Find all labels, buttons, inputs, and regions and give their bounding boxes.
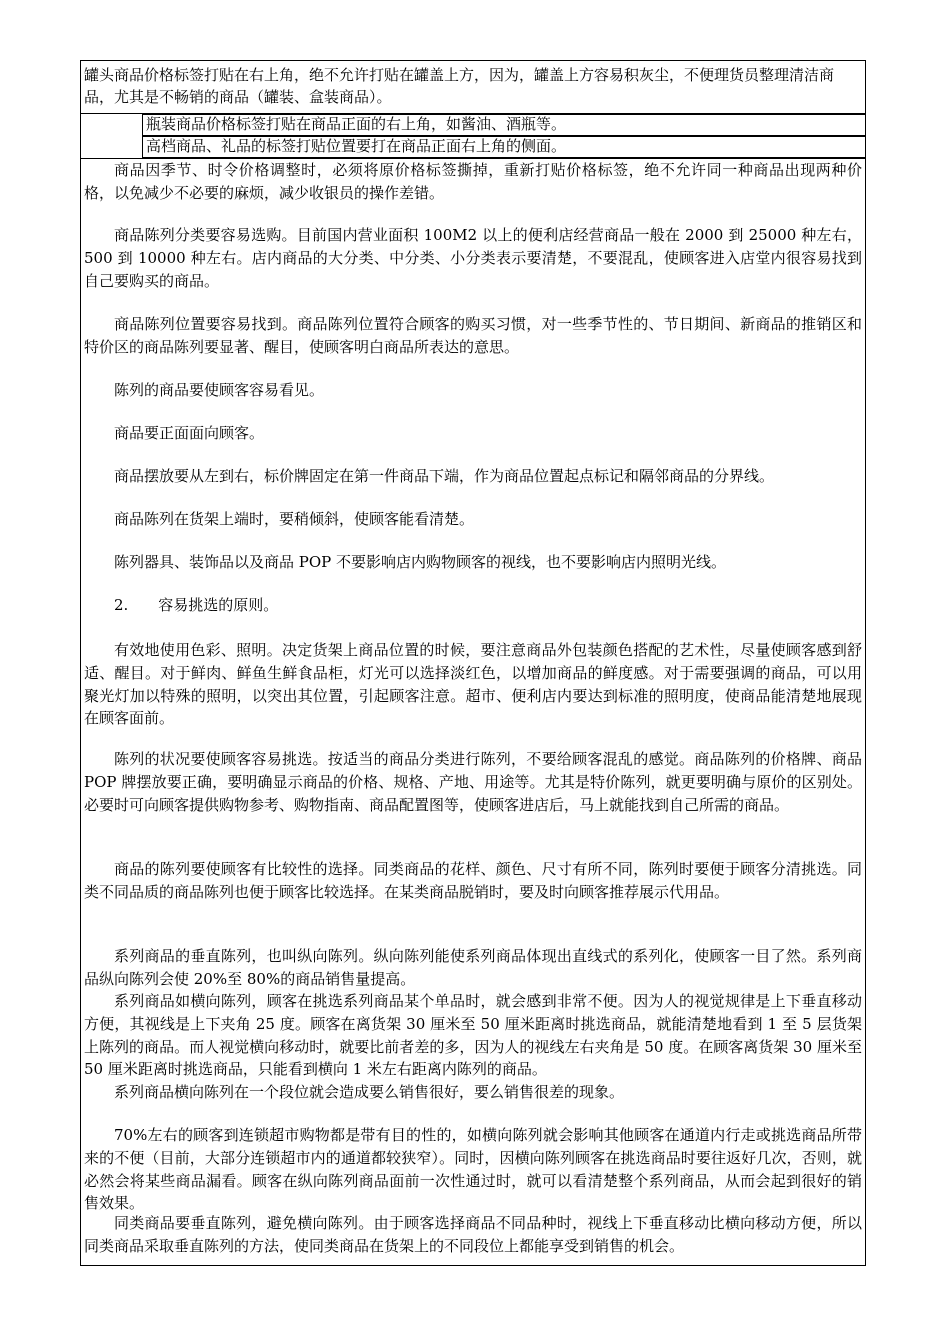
paragraph-tilt-top: 商品陈列在货架上端时，要稍倾斜，使顾客能看清楚。: [114, 510, 475, 528]
paragraph-pop-view: 陈列器具、装饰品以及商品 POP 不要影响店内购物顾客的视线，也不要影响店内照明光线。: [114, 553, 727, 571]
table-row-can-label: [80, 60, 866, 114]
table-row-bottle-label: [142, 114, 866, 136]
paragraph-price-change: 商品因季节、时令价格调整时，必须将原价格标签撕掉，重新打贴价格标签，绝不允许同一种商品出现两种价格，以免减少不必要的麻烦，减少收银员的操作差错。: [84, 161, 862, 202]
paragraph-horizontal-result: 系列商品横向陈列在一个段位就会造成要么销售很好，要么销售很差的现象。: [114, 1083, 625, 1101]
paragraph-same-category: 同类商品要垂直陈列，避免横向陈列。由于顾客选择商品不同品种时，视线上下垂直移动比横向移动方便，所以同类商品采取垂直陈列的方法，使同类商品在货架上的不同段位上都能享受到销售的机会。: [84, 1214, 862, 1255]
main-text-cell: [80, 158, 866, 1266]
can-label-text: 罐头商品价格标签打贴在右上角，绝不允许打贴在罐盖上方，因为，罐盖上方容易积灰尘，不便理货员整理清洁商品，尤其是不畅销的商品（罐装、盒装商品）。: [84, 66, 835, 106]
paragraph-easy-find: 商品陈列位置要容易找到。商品陈列位置符合顾客的购买习惯，对一些季节性的、节日期间、新商品的推销区和特价区的商品陈列要显著、醒目，使顾客明白商品所表达的意思。: [84, 315, 862, 356]
paragraph-left-to-right: 商品摆放要从左到右，标价牌固定在第一件商品下端，作为商品位置起点标记和隔邻商品的分界线。: [114, 467, 775, 485]
paragraph-purposeful-shopping: 70%左右的顾客到连锁超市购物都是带有目的性的，如横向陈列就会影响其他顾客在通道内行走或挑选商品所带来的不便（目前，大部分连锁超市内的通道都较狭窄）。同时，因横向陈列顾客在挑选商品时要往返好几次，否则，就必然会将某些商品漏看。顾客在纵向陈列商品面前一次性通过时，就可以看清楚整个系列商品，从而会起到很好的销售效果。: [84, 1126, 862, 1213]
paragraph-horizontal-issue: 系列商品如横向陈列，顾客在挑选系列商品某个单品时，就会感到非常不便。因为人的视觉规律是上下垂直移动方便，其视线是上下夹角 25 度。顾客在离货架 30 厘米至 50 厘米距离时挑选商品，就能清楚地看到 1 至 5 层货架上陈列的商品。而人视觉横向移动时，就要比前者差的多，因为人的视线左右夹角是 50 度。在顾客离货架 30 厘米至 50 厘米距离时挑选商品，只能看到横向 1 米左右距离内陈列的商品。: [84, 992, 862, 1079]
paragraph-easy-see: 陈列的商品要使顾客容易看见。: [114, 381, 325, 399]
section-heading-easy-pick: 2. 容易挑选的原则。: [114, 596, 279, 614]
gift-label-text: 高档商品、礼品的标签打贴位置要打在商品正面右上角的侧面。: [146, 137, 567, 155]
paragraph-face-customer: 商品要正面面向顾客。: [114, 424, 265, 442]
paragraph-vertical-display: 系列商品的垂直陈列，也叫纵向陈列。纵向陈列能使系列商品体现出直线式的系列化，使顾客一目了然。系列商品纵向陈列会使 20%至 80%的商品销售量提高。: [84, 947, 862, 988]
paragraph-comparison: 商品的陈列要使顾客有比较性的选择。同类商品的花样、颜色、尺寸有所不同，陈列时要便于顾客分清挑选。同类不同品质的商品陈列也便于顾客比较选择。在某类商品脱销时，要及时向顾客推荐展示代用品。: [84, 860, 862, 901]
bottle-label-text: 瓶装商品价格标签打贴在商品正面的右上角，如酱油、酒瓶等。: [146, 115, 567, 133]
table-row-gift-label: [142, 136, 866, 158]
paragraph-easy-selection: 商品陈列分类要容易选购。目前国内营业面积 100M2 以上的便利店经营商品一般在 2000 到 25000 种左右，500 到 10000 种左右。店内商品的大分类、中分类、小分类表示要清楚，不要混乱，使顾客进入店堂内很容易找到自己要购买的商品。: [84, 226, 862, 290]
table-left-border: [80, 114, 81, 158]
paragraph-display-status: 陈列的状况要使顾客容易挑选。按适当的商品分类进行陈列，不要给顾客混乱的感觉。商品陈列的价格牌、商品 POP 牌摆放要正确，要明确显示商品的价格、规格、产地、用途等。尤其是特价陈列，就更要明确与原价的区别处。必要时可向顾客提供购物参考、购物指南、商品配置图等，使顾客进店后，马上就能找到自己所需的商品。: [84, 750, 862, 814]
paragraph-color-lighting: 有效地使用色彩、照明。决定货架上商品位置的时候，要注意商品外包装颜色搭配的艺术性，尽量使顾客感到舒适、醒目。对于鲜肉、鲜鱼生鲜食品柜，灯光可以选择淡红色，以增加商品的鲜度感。对于需要强调的商品，可以用聚光灯加以特殊的照明，以突出其位置，引起顾客注意。超市、便利店内要达到标准的照明度，使商品能清楚地展现在顾客面前。: [84, 641, 862, 728]
